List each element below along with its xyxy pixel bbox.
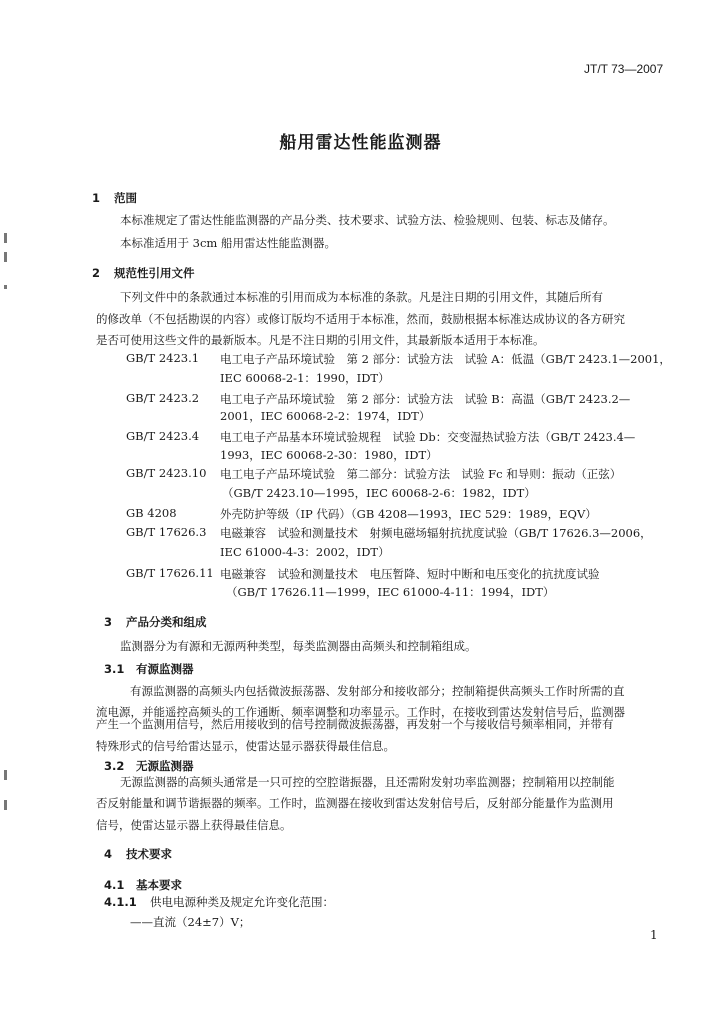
subsection-4-1-heading xyxy=(104,877,182,893)
reference-continuation: （GB/T 17626.11—1999，IEC 61000-4-11：1994，IDT） xyxy=(226,585,555,599)
reference-title: 电磁兼容 试验和测量技术 电压暂降、短时中断和电压变化的抗扰度试验 xyxy=(220,567,600,581)
subsection-3-2-heading xyxy=(104,758,194,774)
reference-code: GB/T 17626.11 xyxy=(126,566,214,580)
page-number: 1 xyxy=(650,928,658,942)
paragraph-line: 本标准适用于 3cm 船用雷达性能监测器。 xyxy=(120,236,336,250)
reference-code: GB/T 2423.1 xyxy=(126,351,200,365)
reference-entry xyxy=(0,466,721,486)
paragraph-line: 监测器分为有源和无源两种类型，每类监测器由高频头和控制箱组成。 xyxy=(120,639,477,653)
section-title: 规范性引用文件 xyxy=(114,266,195,280)
reference-title: 电工电子产品环境试验 第 2 部分：试验方法 试验 B：高温（GB/T 2423.2— xyxy=(220,392,631,406)
document-title: 船用雷达性能监测器 xyxy=(279,133,442,153)
reference-entry xyxy=(0,525,721,545)
section-number: 1 xyxy=(92,191,101,205)
paragraph-line: 特殊形式的信号给雷达显示，使雷达显示器获得最佳信息。 xyxy=(96,739,395,753)
clause-number: 4.1.1 xyxy=(104,895,137,909)
paragraph-line: 否反射能量和调节谐振器的频率。工作时，监测器在接收到雷达发射信号后，反射部分能量作为监测用 xyxy=(96,796,614,810)
paragraph-line: 信号，使雷达显示器上获得最佳信息。 xyxy=(96,818,292,832)
list-item: ——直流（24±7）V； xyxy=(130,915,251,929)
reference-continuation: IEC 61000-4-3：2002，IDT） xyxy=(220,545,390,559)
subsection-title: 无源监测器 xyxy=(136,759,194,773)
scan-mark xyxy=(4,233,7,243)
reference-continuation: （GB/T 2423.10—1995，IEC 60068-2-6：1982，IDT） xyxy=(222,486,536,500)
section-number: 2 xyxy=(92,266,101,280)
subsection-number: 3.1 xyxy=(104,662,125,676)
reference-code: GB/T 2423.10 xyxy=(126,466,207,480)
reference-code: GB/T 2423.4 xyxy=(126,429,200,443)
reference-continuation: IEC 60068-2-1：1990，IDT） xyxy=(220,371,390,385)
paragraph-line: 无源监测器的高频头通常是一只可控的空腔谐振器，且还需附发射功率监测器；控制箱用以控制能 xyxy=(120,775,615,789)
reference-title: 外壳防护等级（IP 代码）（GB 4208—1993，IEC 529：1989，EQV） xyxy=(220,507,597,521)
scan-mark xyxy=(4,285,7,289)
reference-title: 电工电子产品环境试验 第 2 部分：试验方法 试验 A：低温（GB/T 2423.1—2001， xyxy=(220,352,671,366)
subsection-number: 3.2 xyxy=(104,759,125,773)
reference-title: 电磁兼容 试验和测量技术 射频电磁场辐射抗扰度试验（GB/T 17626.3—2006， xyxy=(220,526,652,540)
paragraph-line: 的修改单（不包括勘误的内容）或修订版均不适用于本标准，然而，鼓励根据本标准达成协议的各方研究 xyxy=(96,312,625,326)
paragraph-line: 有源监测器的高频头内包括微波振荡器、发射部分和接收部分；控制箱提供高频头工作时所需的直 xyxy=(130,684,625,698)
section-3-heading xyxy=(104,614,207,630)
reference-title: 电工电子产品基本环境试验规程 试验 Db：交变湿热试验方法（GB/T 2423.4— xyxy=(220,430,636,444)
paragraph-line: 流电源，并能遥控高频头的工作通断、频率调整和功率显示。工作时，在接收到雷达发射信号后，监测器 xyxy=(96,705,625,719)
section-title: 范围 xyxy=(114,191,137,205)
reference-entry xyxy=(0,506,721,526)
section-2-heading xyxy=(92,265,195,281)
clause-text: 供电电源种类及规定允许变化范围： xyxy=(150,895,334,909)
section-4-heading xyxy=(104,846,172,862)
section-title: 技术要求 xyxy=(126,847,172,861)
reference-entry xyxy=(0,351,721,371)
reference-continuation: 1993，IEC 60068-2-30：1980，IDT） xyxy=(220,448,438,462)
paragraph-line: 产生一个监测用信号，然后用接收到的信号控制微波振荡器，再发射一个与接收信号频率相同，并带有 xyxy=(96,717,614,731)
paragraph-line: 本标准规定了雷达性能监测器的产品分类、技术要求、试验方法、检验规则、包装、标志及储存。 xyxy=(120,213,615,227)
subsection-3-1-heading xyxy=(104,661,194,677)
section-title: 产品分类和组成 xyxy=(126,615,207,629)
reference-entry xyxy=(0,429,721,449)
section-number: 3 xyxy=(104,615,113,629)
subsection-number: 4.1 xyxy=(104,878,125,892)
scan-mark xyxy=(4,800,7,810)
reference-code: GB/T 17626.3 xyxy=(126,525,207,539)
section-number: 4 xyxy=(104,847,113,861)
scan-mark xyxy=(4,770,7,780)
paragraph-line: 是否可使用这些文件的最新版本。凡是不注日期的引用文件，其最新版本适用于本标准。 xyxy=(96,333,545,347)
subsection-title: 有源监测器 xyxy=(136,662,194,676)
reference-entry xyxy=(0,566,721,586)
standard-code: JT/T 73—2007 xyxy=(584,62,664,76)
reference-code: GB/T 2423.2 xyxy=(126,391,200,405)
section-1-heading xyxy=(92,190,137,206)
reference-title: 电工电子产品环境试验 第二部分：试验方法 试验 Fc 和导则：振动（正弦） xyxy=(220,467,622,481)
clause-4-1-1 xyxy=(104,894,334,910)
subsection-title: 基本要求 xyxy=(136,878,182,892)
reference-continuation: 2001，IEC 60068-2-2：1974，IDT） xyxy=(220,409,431,423)
paragraph-line: 下列文件中的条款通过本标准的引用而成为本标准的条款。凡是注日期的引用文件，其随后所有 xyxy=(120,290,603,304)
scan-mark xyxy=(4,252,7,262)
reference-code: GB 4208 xyxy=(126,506,177,520)
